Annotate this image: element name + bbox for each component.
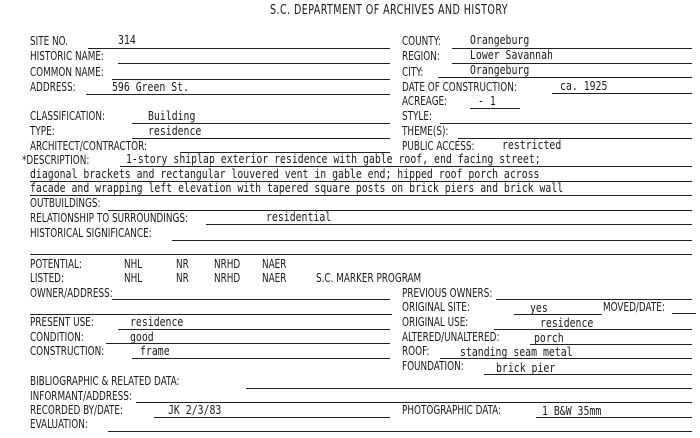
- photographic-data-value: 1 B&W 35mm: [542, 404, 602, 418]
- historical-significance-line: [172, 240, 692, 241]
- informant-address-label: INFORMANT/ADDRESS:: [30, 389, 132, 403]
- historic-name-line: [118, 63, 390, 64]
- listed-label: LISTED:: [30, 271, 64, 285]
- classification-value: Building: [148, 109, 196, 123]
- original-site-value: yes: [530, 301, 548, 315]
- present-use-label: PRESENT USE:: [30, 315, 94, 329]
- listed-nrhd: NRHD: [214, 271, 241, 285]
- city-label: CITY:: [402, 65, 424, 79]
- relationship-value: residential: [266, 210, 332, 224]
- address-line: [86, 94, 390, 95]
- foundation-label: FOUNDATION:: [402, 359, 464, 373]
- relationship-label: RELATIONSHIP TO SURROUNDINGS:: [30, 211, 189, 225]
- description-rule-3: [30, 195, 692, 196]
- original-use-line: [494, 329, 692, 330]
- city-value: Orangeburg: [470, 63, 530, 77]
- public-access-value: restricted: [502, 138, 562, 152]
- owner-address-line: [112, 299, 390, 300]
- description-label: *DESCRIPTION:: [22, 153, 90, 167]
- bibliographic-line: [246, 388, 692, 389]
- evaluation-line: [108, 431, 692, 432]
- bibliographic-label: BIBLIOGRAPHIC & RELATED DATA:: [30, 374, 180, 388]
- moved-date-line: [672, 313, 696, 314]
- roof-label: ROOF:: [402, 344, 430, 358]
- classification-label: CLASSIFICATION:: [30, 109, 106, 123]
- potential-nrhd: NRHD: [214, 257, 241, 271]
- public-access-label: PUBLIC ACCESS:: [402, 139, 475, 153]
- acreage-value: - 1: [478, 94, 496, 108]
- construction-line: [132, 358, 390, 359]
- address-label: ADDRESS:: [30, 80, 76, 94]
- region-label: REGION:: [402, 49, 440, 63]
- description-line-3: facade and wrapping left elevation with tapered square posts on brick piers and brick wall: [30, 181, 564, 195]
- potential-nr: NR: [176, 257, 189, 271]
- construction-label: CONSTRUCTION:: [30, 344, 105, 358]
- altered-unaltered-label: ALTERED/UNALTERED:: [402, 330, 500, 344]
- address-value: 596 Green St.: [112, 80, 190, 94]
- previous-owners-label: PREVIOUS OWNERS:: [402, 286, 493, 300]
- recorded-by-date-label: RECORDED BY/DATE:: [30, 403, 123, 417]
- potential-label: POTENTIAL:: [30, 257, 82, 271]
- recorded-by-date-value: JK 2/3/83: [168, 403, 222, 417]
- condition-label: CONDITION:: [30, 330, 84, 344]
- recorded-by-date-line: [154, 417, 390, 418]
- construction-value: frame: [140, 344, 170, 358]
- type-label: TYPE:: [30, 124, 55, 138]
- description-line-1: 1-story shiplap exterior residence with gable roof, end facing street;: [126, 152, 541, 166]
- site-no-label: SITE NO.: [30, 34, 69, 48]
- altered-unaltered-value: porch: [534, 331, 564, 345]
- themes-line: [458, 138, 692, 139]
- potential-naer: NAER: [262, 257, 287, 271]
- listed-sc-marker: S.C. MARKER PROGRAM: [316, 271, 422, 285]
- site-no-line: [88, 48, 390, 49]
- original-site-label: ORIGINAL SITE:: [402, 300, 470, 314]
- county-label: COUNTY:: [402, 34, 441, 48]
- original-use-value: residence: [540, 316, 594, 330]
- listed-nr: NR: [176, 271, 189, 285]
- date-of-construction-label: DATE OF CONSTRUCTION:: [402, 80, 517, 94]
- listed-naer: NAER: [262, 271, 287, 285]
- relationship-line: [206, 224, 692, 225]
- style-label: STYLE:: [402, 109, 432, 123]
- outbuildings-label: OUTBUILDINGS:: [30, 196, 101, 210]
- region-value: Lower Savannah: [470, 48, 553, 62]
- present-use-line: [118, 329, 390, 330]
- roof-value: standing seam metal: [460, 345, 573, 359]
- potential-nhl: NHL: [124, 257, 143, 271]
- county-value: Orangeburg: [470, 33, 530, 47]
- city-line: [438, 77, 692, 78]
- description-line-2: diagonal brackets and rectangular louvered vent in gable end; hipped roof porch across: [30, 167, 540, 181]
- moved-date-label: MOVED/DATE:: [603, 300, 665, 314]
- form-title: S.C. DEPARTMENT OF ARCHIVES AND HISTORY: [270, 3, 508, 18]
- acreage-line: [470, 108, 520, 109]
- original-use-label: ORIGINAL USE:: [402, 315, 469, 329]
- date-of-construction-value: ca. 1925: [560, 79, 608, 93]
- foundation-value: brick pier: [496, 361, 556, 375]
- historic-name-label: HISTORIC NAME:: [30, 49, 104, 63]
- original-site-line: [514, 314, 602, 315]
- roof-line: [440, 358, 692, 359]
- date-of-construction-line: [552, 93, 692, 94]
- foundation-line: [484, 374, 692, 375]
- site-no-value: 314: [118, 33, 136, 47]
- themes-label: THEME(S):: [402, 124, 449, 138]
- architect-contractor-label: ARCHITECT/CONTRACTOR:: [30, 139, 147, 153]
- common-name-label: COMMON NAME:: [30, 65, 104, 79]
- style-line: [440, 123, 692, 124]
- type-line: [132, 138, 390, 139]
- listed-nhl: NHL: [124, 271, 143, 285]
- type-value: residence: [148, 124, 202, 138]
- acreage-label: ACREAGE:: [402, 94, 448, 108]
- condition-value: good: [130, 330, 154, 344]
- historical-significance-label: HISTORICAL SIGNIFICANCE:: [30, 226, 152, 240]
- photographic-data-line: [536, 417, 692, 418]
- blank-rule-1: [30, 254, 692, 255]
- photographic-data-label: PHOTOGRAPHIC DATA:: [402, 403, 502, 417]
- evaluation-label: EVALUATION:: [30, 417, 88, 431]
- owner-address-label: OWNER/ADDRESS:: [30, 286, 113, 300]
- present-use-value: residence: [130, 315, 184, 329]
- outbuildings-line: [108, 210, 692, 211]
